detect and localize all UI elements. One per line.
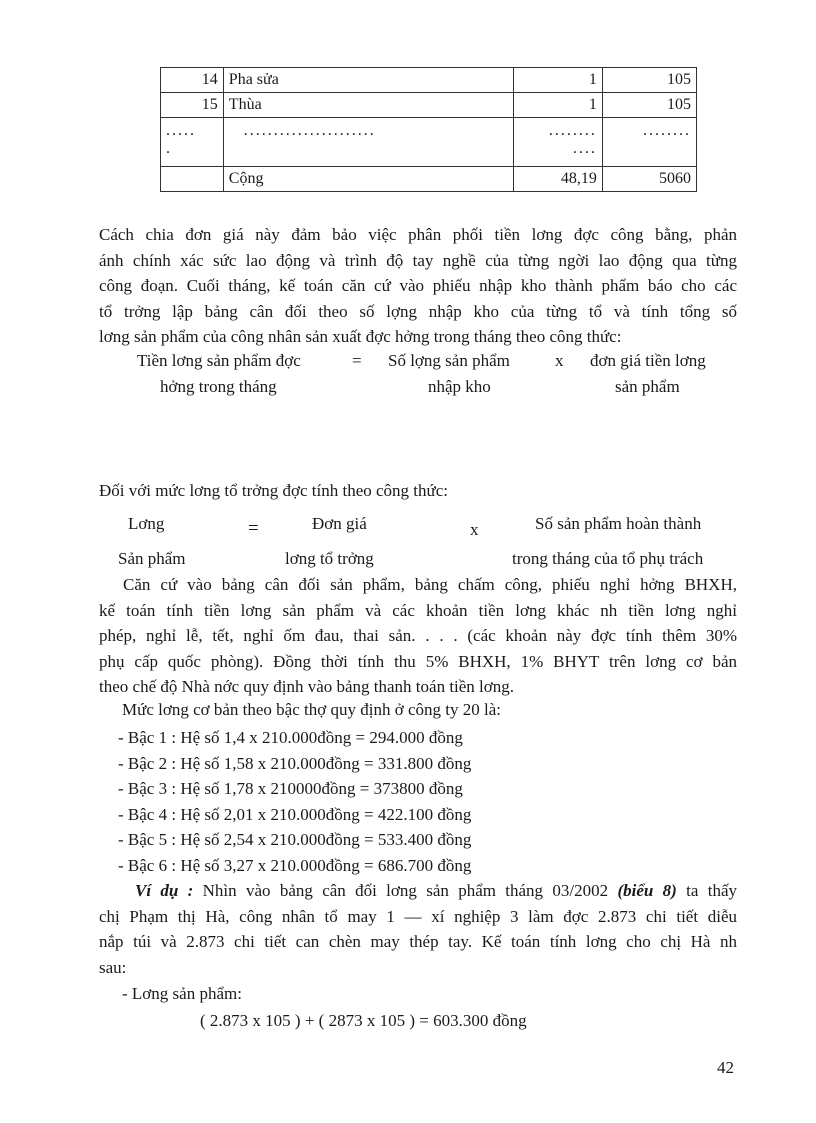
calc-label: - Lơng sản phẩm:	[122, 984, 242, 1003]
list-item: - Bậc 3 : Hệ số 1,78 x 210000đồng = 373800 đồng	[118, 779, 463, 798]
row-price: 105	[602, 93, 696, 118]
formula-term: trong tháng của tổ phụ trách	[512, 549, 704, 568]
formula-term: sản phẩm	[615, 377, 680, 396]
formula-term: Lơng	[128, 514, 165, 533]
formula-term: Số sản phẩm hoàn thành	[535, 514, 702, 533]
ellipsis-cell: ......................	[223, 118, 513, 167]
formula-times: x	[470, 520, 479, 539]
formula-term: nhập kho	[428, 377, 491, 396]
table-row	[161, 93, 697, 118]
total-empty-cell	[161, 167, 224, 192]
text-line: kế toán tính tiền lơng sản phẩm và các khoản tiền lơng khác nh tiền lơng nghỉ	[99, 600, 737, 620]
formula-term: Sản phẩm	[118, 549, 186, 568]
text-line: phụ cấp quốc phòng). Đồng thời tính thu 5% BHXH, 1% BHYT trên lơng cơ bản	[99, 651, 737, 671]
text-line	[99, 878, 737, 904]
formula-term: Số lợng sản phẩm	[388, 351, 510, 370]
row-number: 15	[161, 93, 224, 118]
formula-term: Đơn giá	[312, 514, 367, 533]
ellipsis-cell: ........	[602, 118, 696, 167]
text-line: phép, nghỉ lễ, tết, nghỉ ốm đau, thai sản. . . . (các khoản này đợc tính thêm 30%	[99, 626, 737, 645]
total-qty: 48,19	[513, 167, 602, 192]
ellipsis-cell: ........ ....	[513, 118, 602, 167]
total-price: 5060	[602, 167, 696, 192]
text-line: tổ trởng lập bảng cân đối theo số lợng nhập kho của từng tổ và tính tổng số	[99, 301, 737, 321]
table-body	[161, 68, 697, 192]
paragraph-piece-rate	[99, 222, 737, 350]
ellipsis-cell: ..... .	[161, 118, 224, 167]
text-line: nắp túi và 2.873 chi tiết can chèn may thép tay. Kế toán tính lơng cho chị Hà nh	[99, 932, 737, 951]
list-item: - Bậc 6 : Hệ số 3,27 x 210.000đồng = 686.700 đồng	[118, 855, 472, 875]
row-name: Thùa	[223, 93, 513, 118]
text-line: công đoạn. Cuối tháng, kế toán căn cứ vào phiếu nhập kho thành phẩm báo cho các	[99, 276, 737, 295]
text-line: chị Phạm thị Hà, công nhân tổ may 1 — xí nghiệp 3 làm đợc 2.873 chi tiết diễu	[99, 906, 737, 926]
example-paragraph	[99, 878, 737, 980]
text-line: theo chế độ Nhà nớc quy định vào bảng thanh toán tiền lơng.	[99, 677, 515, 696]
paragraph-wage-calc	[99, 572, 737, 700]
row-price: 105	[602, 68, 696, 93]
formula-equals: =	[352, 351, 362, 370]
example-text: Nhìn vào bảng cân đối lơng sản phẩm tháng 03/2002	[202, 881, 609, 900]
text-line: Cách chia đơn giá này đảm bảo việc phân phối tiền lơng đợc công bằng, phản	[99, 225, 737, 244]
formula-term: hởng trong tháng	[160, 377, 277, 396]
formula-term: Tiền lơng sản phẩm đợc	[137, 351, 301, 370]
list-item: - Bậc 5 : Hệ số 2,54 x 210.000đồng = 533.400 đồng	[118, 830, 472, 849]
table-row-ellipsis	[161, 118, 697, 167]
formula-term: lơng tổ trởng	[285, 549, 374, 568]
row-qty: 1	[513, 68, 602, 93]
list-item: - Bậc 4 : Hệ số 2,01 x 210.000đồng = 422.100 đồng	[118, 804, 472, 824]
row-name: Pha sửa	[223, 68, 513, 93]
example-label: Ví dụ :	[135, 881, 194, 900]
text-line: lơng sản phẩm của công nhân sản xuất đợc hởng trong tháng theo công thức:	[99, 327, 622, 346]
table-total-row	[161, 167, 697, 192]
example-reference: (biểu 8)	[617, 881, 677, 900]
list-item: - Bậc 1 : Hệ số 1,4 x 210.000đồng = 294.000 đồng	[118, 728, 463, 747]
table-row	[161, 68, 697, 93]
piece-rate-table	[160, 67, 697, 192]
formula-times: x	[555, 351, 564, 370]
row-qty: 1	[513, 93, 602, 118]
example-text: ta thấy	[686, 881, 738, 900]
calc-expression: ( 2.873 x 105 ) + ( 2873 x 105 ) = 603.300 đồng	[200, 1011, 527, 1030]
total-label: Cộng	[223, 167, 513, 192]
formula-term: đơn giá tiền lơng	[590, 351, 706, 370]
row-number: 14	[161, 68, 224, 93]
page-number: 42	[717, 1058, 734, 1077]
text-line: sau:	[99, 957, 127, 977]
formula-equals: =	[248, 518, 259, 539]
text-line: ánh chính xác sức lao động và trình độ tay nghề của từng ngời lao động qua từng	[99, 250, 737, 270]
wage-intro: Mức lơng cơ bản theo bậc thợ quy định ở công ty 20 là:	[122, 700, 501, 719]
text-line: Căn cứ vào bảng cân đối sản phẩm, bảng chấm công, phiếu nghỉ hởng BHXH,	[123, 575, 737, 594]
list-item: - Bậc 2 : Hệ số 1,58 x 210.000đồng = 331.800 đồng	[118, 753, 472, 773]
formula-intro: Đối với mức lơng tổ trởng đợc tính theo công thức:	[99, 481, 449, 500]
wage-list	[118, 725, 471, 878]
